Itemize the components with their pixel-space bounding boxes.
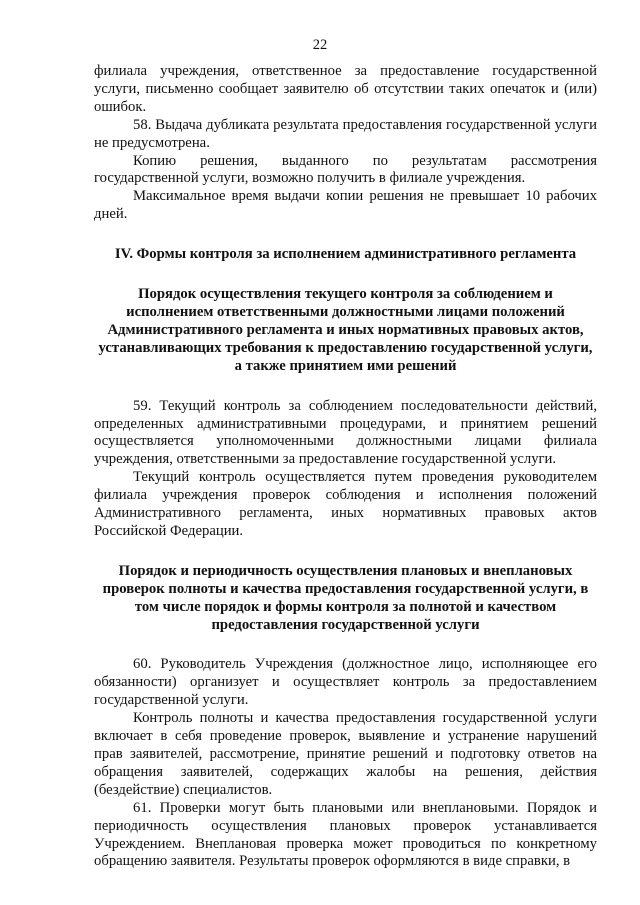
paragraph: 61. Проверки могут быть плановыми или внеплановыми. Порядок и периодичность осуществления плановых проверок устанавливается Учреждением. Внеплановая проверка может проводиться по конкретному обращению заявителя. Результаты проверок оформляются в виде справки, в — [94, 799, 597, 870]
paragraph: 60. Руководитель Учреждения (должностное лицо, исполняющее его обязанности) организует и осуществляет контроль за предоставлением государственной услуги. — [94, 656, 597, 709]
section-heading: Порядок осуществления текущего контроля за соблюдением и исполнением ответственными должностными лицами положений Административного регламента и иных нормативных правовых актов, устанавливающих требования к предоставлению государственной услуги, а также принятием ими решений — [98, 286, 593, 374]
paragraph: Контроль полноты и качества предоставления государственной услуги включает в себя проведение проверок, выявление и устранение нарушений прав заявителей, рассмотрение, принятие решений и подготовку ответов на обращения заявителей, содержащих жалобы на решения, действия (бездействие) специалистов. — [94, 710, 597, 798]
paragraph: Максимальное время выдачи копии решения не превышает 10 рабочих дней. — [94, 188, 597, 223]
paragraph: Копию решения, выданного по результатам рассмотрения государственной услуги, возможно получить в филиале учреждения. — [94, 152, 597, 187]
paragraph: Текущий контроль осуществляется путем проведения руководителем филиала учреждения проверок соблюдения и исполнения положений Административного регламента, иных нормативных правовых актов Российской Федерации. — [94, 469, 597, 539]
paragraph: 59. Текущий контроль за соблюдением последовательности действий, определенных административными процедурами, и принятием решений осуществляется уполномоченными должностными лицами филиала учреждения, ответственными за предоставление государственной услуги. — [94, 397, 597, 468]
paragraph: филиала учреждения, ответственное за предоставление государственной услуги, письменно сообщает заявителю об отсутствии таких опечаток и (или) ошибок. — [94, 63, 597, 115]
page-number: 22 — [312, 37, 328, 53]
section-heading: IV. Формы контроля за исполнением административного регламента — [114, 246, 577, 263]
section-heading: Порядок и периодичность осуществления плановых и внеплановых проверок полноты и качества предоставления государственной услуги, в том числе порядок и формы контроля за полнотой и качеством предоставления государственной услуги — [102, 562, 589, 633]
paragraph: 58. Выдача дубликата результата предоставления государственной услуги не предусмотрена. — [94, 116, 597, 151]
document-body — [94, 63, 597, 871]
